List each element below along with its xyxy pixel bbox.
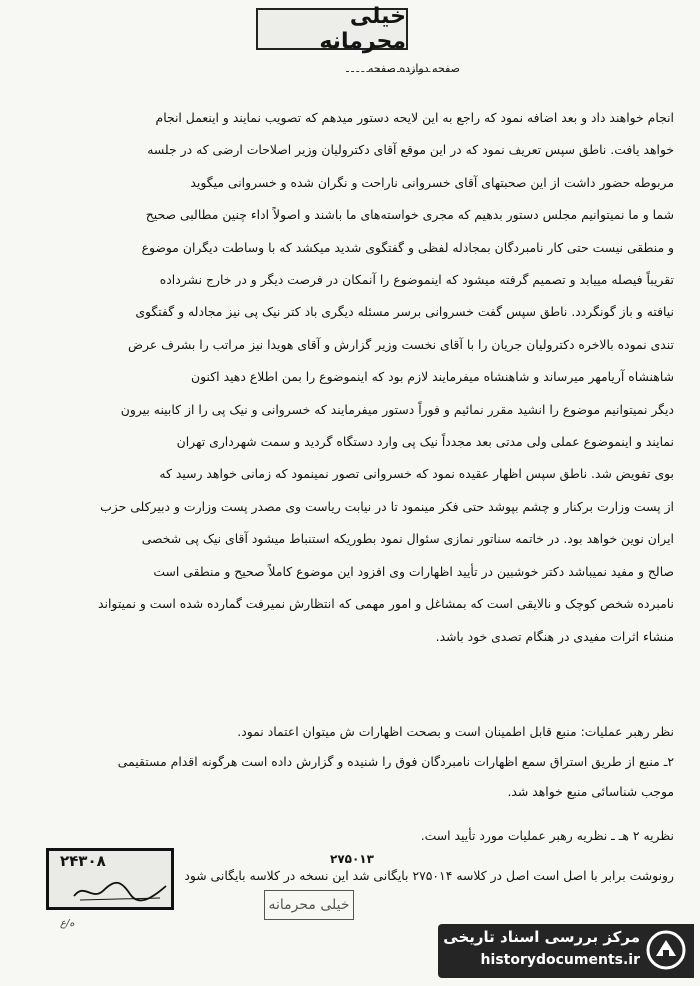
page-label-divider xyxy=(346,71,456,72)
margin-initials: ه/ع xyxy=(60,918,75,929)
body-line: از پست وزارت برکنار و چشم بپوشد حتی فکر مینمود تا در نیابت ریاست وی مصدر پست وزارت و دبیرکلی حزب xyxy=(100,498,674,514)
note-line: نظر رهبر عملیات: منبع قابل اطمینان است و بصحت اظهارات ش میتوان اعتماد نمود. xyxy=(237,724,674,739)
body-line: دیگر نمیتوانیم موضوع را انشید مقرر نمائیم و فوراً دستور میفرمایند که خسروانی و نیک پی را از کابینه بیرون xyxy=(120,401,674,417)
body-line: خواهد یافت. ناطق سپس تعریف نمود که در این موقع آقای دکترولیان وزیر اصلاحات ارضی که در جلسه xyxy=(147,142,674,158)
body-line: انجام خواهند داد و بعد اضافه نمود که راجع به این لایحه دستور میدهم که تصویب نمایند و اینعمل انجام xyxy=(155,110,674,125)
note-line: ۲ـ منبع از طریق استراق سمع اظهارات نامبردگان فوق را شنیده و گزارش داده است هرگونه اقدام مستقیمی xyxy=(117,754,674,769)
body-line: نمایند و اینموضوع عملی ولی مدتی بعد مجدداً نیک پی وارد دستگاه گردید و سمت شهرداری تهران xyxy=(176,434,674,450)
body-line: منشاء اثرات مفیدی در هنگام تصدی خود باشد. xyxy=(435,628,674,644)
classification-stamp-bottom: خیلی محرمانه xyxy=(264,890,354,920)
watermark-title: مرکز بررسی اسناد تاریخی xyxy=(443,928,640,946)
operations-notes xyxy=(26,717,674,807)
handwritten-file-number: ۲۷۵۰۱۳ xyxy=(330,852,374,866)
watermark-site-link[interactable]: historydocuments.ir xyxy=(480,952,640,968)
note-line: موجب شناسائی منبع خواهد شد. xyxy=(507,784,674,799)
body-line: مربوطه حضور داشت از این صحبتهای آقای خسروانی ناراحت و نگران شده و خسروانی میگوید xyxy=(190,174,674,190)
signature-scribble xyxy=(70,878,170,904)
body-line: تندی نموده بالاخره دکترولیان جریان را با آقای نخست وزیر گزارش و آقای هویدا نیز مراتب را بشرف عرض xyxy=(128,336,674,352)
body-line: و منطقی نیست حتی کار نامبردگان بمجادله لفظی و گفتگوی شدید میکشد که با وساطت دیگران موضوع xyxy=(141,239,674,255)
body-line: شاهنشاه آریامهر میرساند و شاهنشاه میفرمایند لازم بود که اینموضوع را بمن اطلاع دهید اکنون xyxy=(191,369,674,385)
report-body xyxy=(26,102,674,653)
copy-certification-line: رونوشت برابر با اصل است اصل در کلاسه ۲۷۵۰۱۴ بایگانی شد این نسخه در کلاسه بایگانی شود xyxy=(184,868,674,883)
page-label: صفحه دوازده صفحه xyxy=(367,62,460,75)
classification-stamp-top xyxy=(256,4,408,54)
body-line: نامبرده شخص کوچک و نالایقی است که بمشاغل و امور مهمی که انتظارش نمیرفت گمارده شده است و نمیتواند xyxy=(98,596,674,612)
opinion-line: نظریه ۲ هـ ـ نظریه رهبر عملیات مورد تأیید است. xyxy=(420,828,674,843)
classification-stamp-text: خیلی محرمانه xyxy=(319,4,406,54)
body-line: صالح و مفید نمیباشد دکتر خوشبین در تأیید اظهارات وی افزود این موضوع کاملاً صحیح و منطقی است xyxy=(153,563,674,579)
body-line: نیافته و باز گونگردد. ناطق سپس گفت خسروانی برسر مسئله دیگری باد کتر نیک پی نیز مجادله و گفتگوی xyxy=(135,304,674,320)
body-line: بوی تفویض شد. ناطق سپس اظهار عقیده نمود که خسروانی تصور نمینمود که زمانی خواهد رسید که xyxy=(159,466,674,482)
archive-logo-icon xyxy=(646,930,686,970)
watermark-banner xyxy=(438,924,694,978)
body-line: ایران نوین خواهد بود. در خاتمه سناتور نمازی سئوال نمود بطوریکه استنباط میشود آقای نیک پی شخصی xyxy=(141,531,674,547)
archive-stamp-number: ۲۴۳۰۸ xyxy=(60,852,106,870)
body-line: شما و ما نمیتوانیم مجلس دستور بدهیم که مجری خواسته‌های ما باشند و اصولاً اداء چنین مطالبی صحیح xyxy=(145,207,674,223)
body-line: تقریباً فیصله مییابد و تصمیم گرفته میشود که اینموضوع را آنمکان در فرصت دیگر و در خارج نشرداده xyxy=(159,272,674,288)
